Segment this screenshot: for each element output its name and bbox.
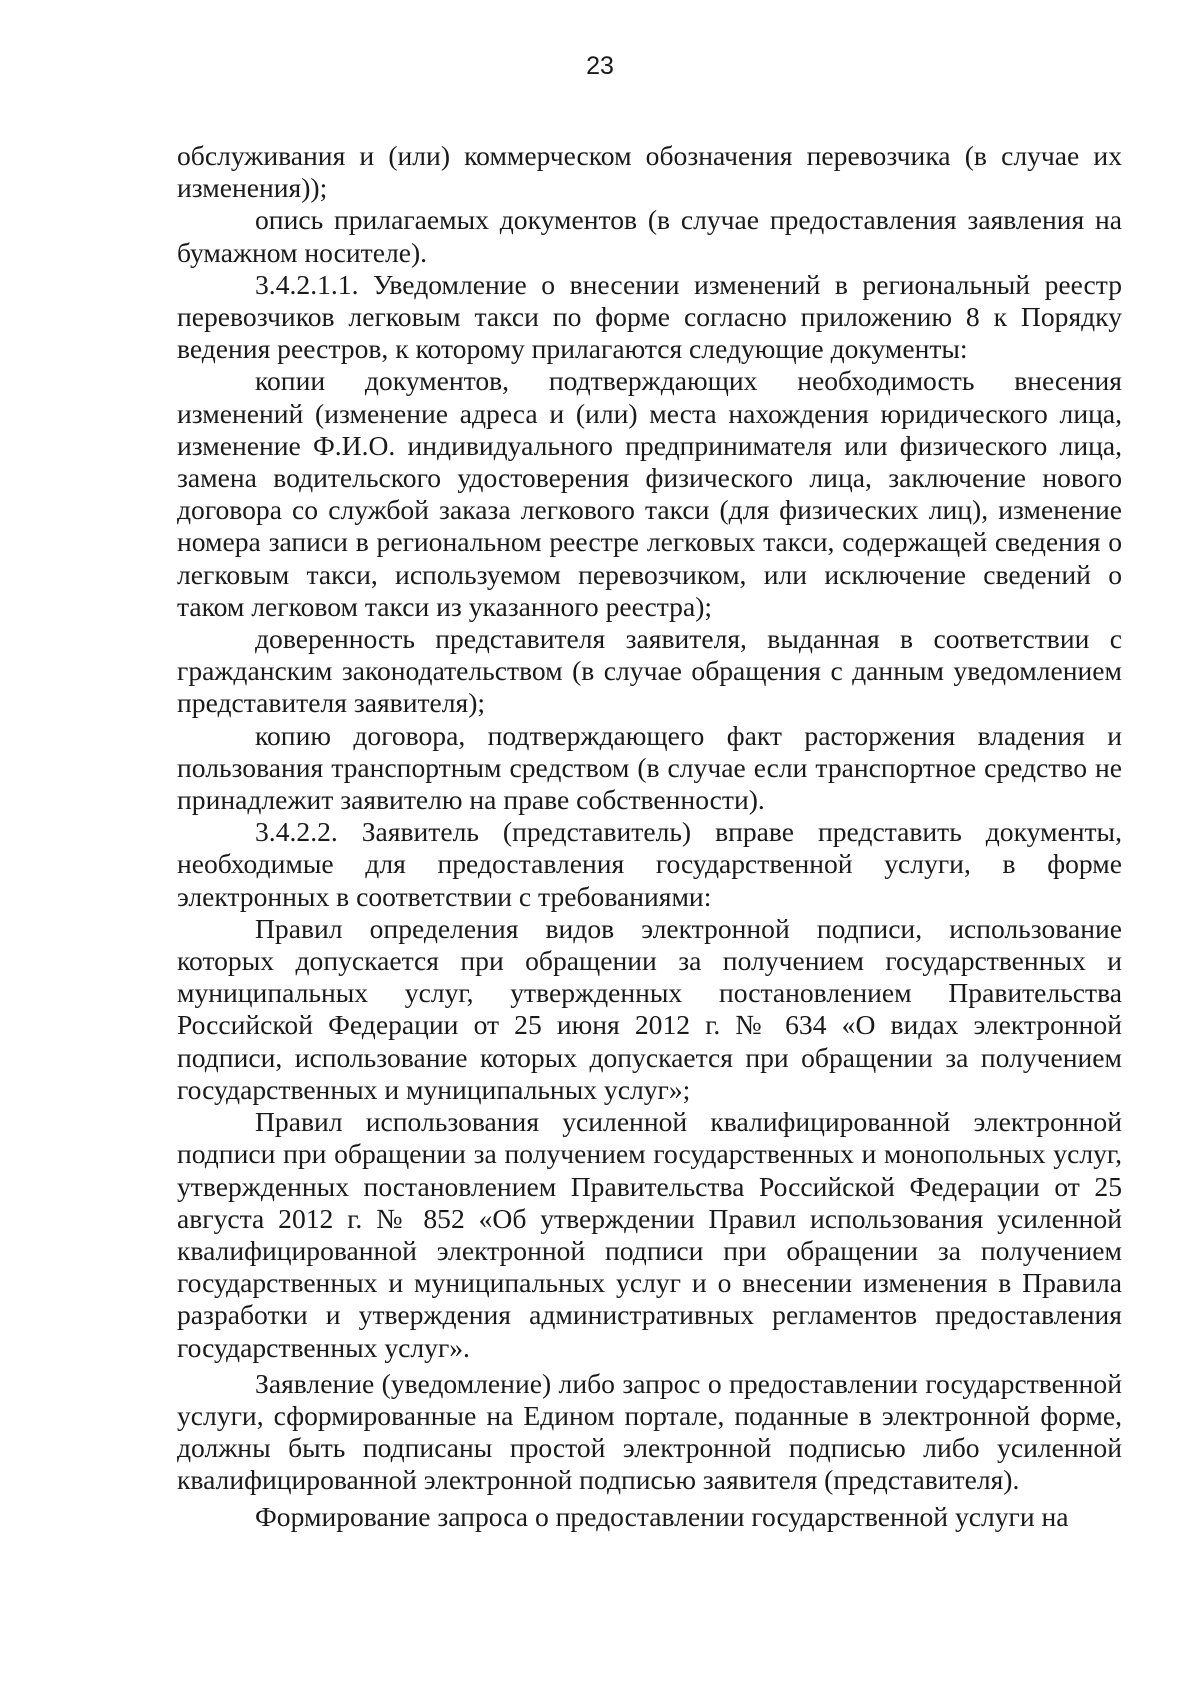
paragraph-request-formation: Формирование запроса о предоставлении государственной услуги на bbox=[255, 1500, 1069, 1532]
paragraph-power-of-attorney: доверенность представителя заявителя, выданная в соответствии с гражданским законодательством (в случае обращения с данным уведомлением представителя заявителя); bbox=[177, 623, 1122, 719]
paragraph-3-4-2-2: 3.4.2.2. Заявитель (представитель) вправе представить документы, необходимые для предоставления государственной услуги, в форме электронных в соответствии с требованиями: bbox=[177, 816, 1122, 912]
document-body bbox=[177, 140, 1122, 1533]
paragraph-contract-copy: копию договора, подтверждающего факт расторжения владения и пользования транспортным средством (в случае если транспортное средство не принадлежит заявителю на праве собственности). bbox=[177, 719, 1122, 816]
page-number: 23 bbox=[586, 52, 614, 80]
paragraph-document-inventory: опись прилагаемых документов (в случае предоставления заявления на бумажном носителе). bbox=[177, 204, 1122, 268]
paragraph-continuation: обслуживания и (или) коммерческом обозначения перевозчика (в случае их изменения)); bbox=[177, 140, 1122, 204]
paragraph-3-4-2-1-1: 3.4.2.1.1. Уведомление о внесении изменений в региональный реестр перевозчиков легковым такси по форме согласно приложению 8 к Порядку ведения реестров, к которому прилагаются следующие документы: bbox=[177, 268, 1122, 365]
paragraph-signature-rules-852: Правил использования усиленной квалифицированной электронной подписи при обращении за получением государственных и монопольных услуг, утвержденных постановлением Правительства Российской Федерации от 25 августа 2012 г. № 852 «Об утверждении Правил использования усиленной квалифицированной электронной подписи при обращении за получением государственных и муниципальных услуг и о внесении изменения в Правила разработки и утверждения административных регламентов предоставления государственных услуг». bbox=[177, 1106, 1122, 1363]
paragraph-document-copies: копии документов, подтверждающих необходимость внесения изменений (изменение адреса и (или) места нахождения юридического лица, изменение Ф.И.О. индивидуального предпринимателя или физического лица, замена водительского удостоверения физического лица, заключение нового договора со службой заказа легкового такси (для физических лиц), изменение номера записи в региональном реестре легковых такси, содержащей сведения о легковым такси, используемом перевозчиком, или исключение сведений о таком легковом такси из указанного реестра); bbox=[177, 365, 1122, 622]
paragraph-signature-rules-634: Правил определения видов электронной подписи, использование которых допускается при обращении за получением государственных и муниципальных услуг, утвержденных постановлением Правительства Российской Федерации от 25 июня 2012 г. № 634 «О видах электронной подписи, использование которых допускается при обращении за получением государственных и муниципальных услуг»; bbox=[177, 912, 1122, 1105]
paragraph-application-signing: Заявление (уведомление) либо запрос о предоставлении государственной услуги, сформированные на Едином портале, поданные в электронной форме, должны быть подписаны простой электронной подписью либо усиленной квалифицированной электронной подписью заявителя (представителя). bbox=[177, 1367, 1122, 1496]
